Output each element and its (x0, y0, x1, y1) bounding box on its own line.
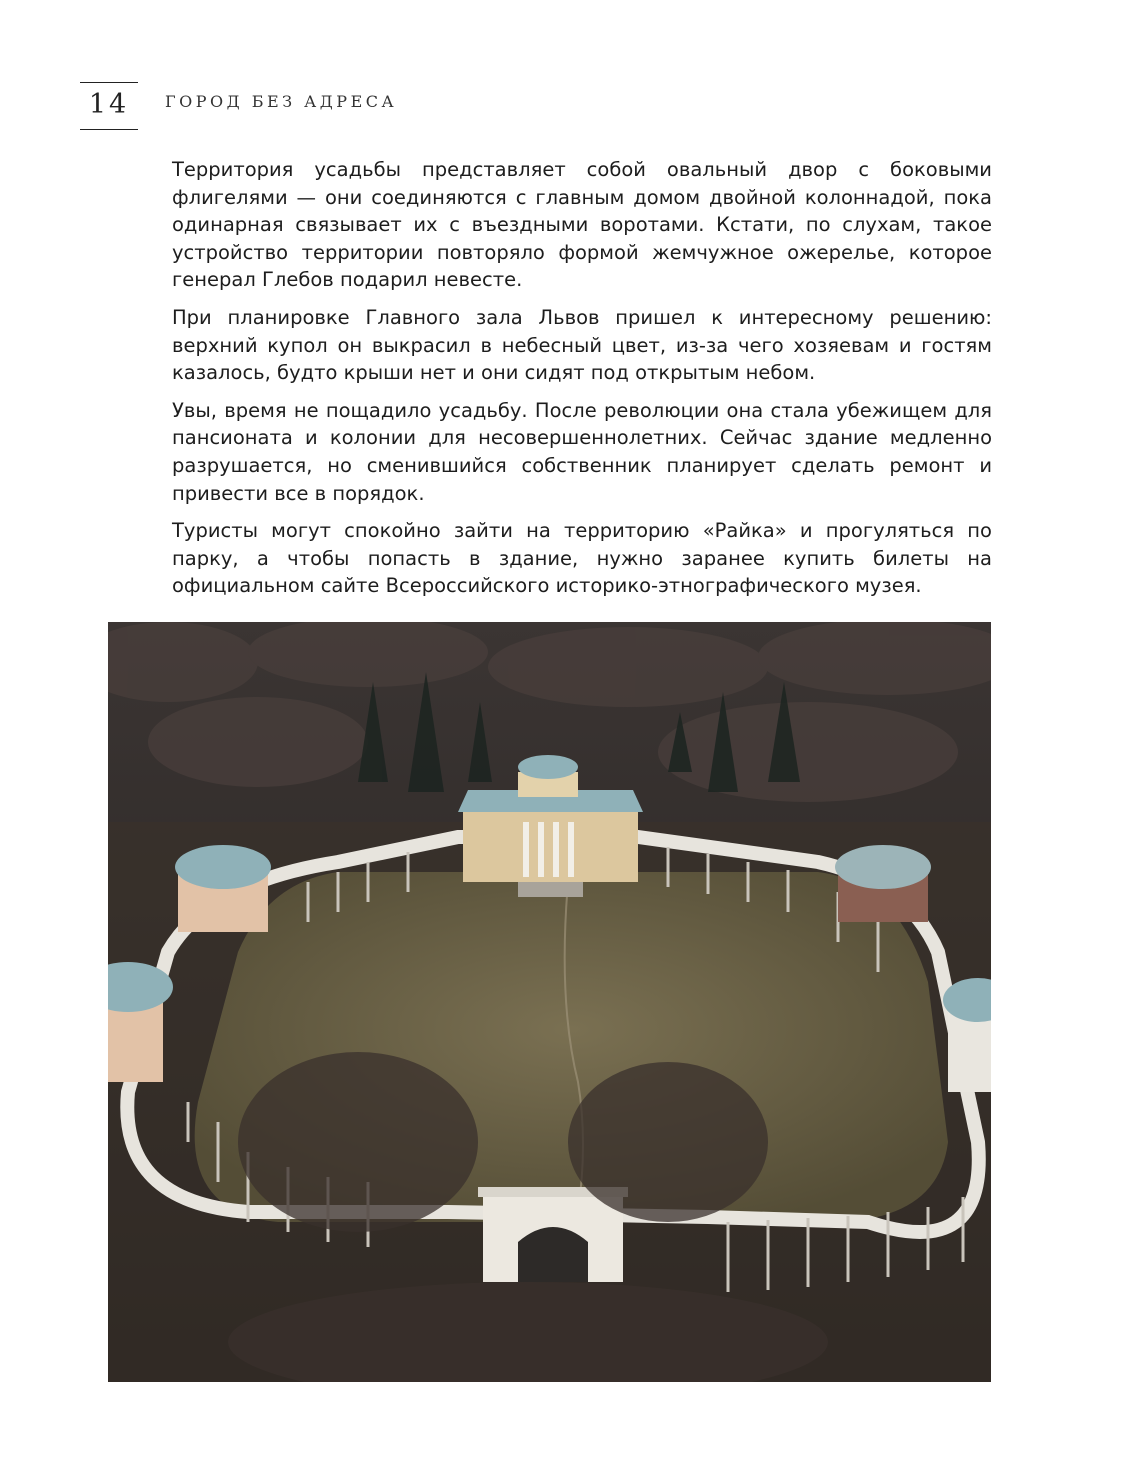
estate-aerial-photo (108, 622, 991, 1382)
body-text (172, 156, 992, 610)
paragraph-3: Увы, время не пощадило усадьбу. После революции она стала убежищем для пансионата и колонии для несовершеннолетних. Сейчас здание медленно разрушается, но сменившийся собственник планирует сделать ремонт и привести все в порядок. (172, 398, 992, 505)
paragraph-2: При планировке Главного зала Львов пришел к интересному решению: верхний купол он выкрасил в небесный цвет, из-за чего хозяевам и гостям казалось, будто крыши нет и они сидят под открытым небом. (172, 305, 992, 385)
right-pavilion (835, 845, 931, 922)
far-right-pavilion (943, 978, 991, 1092)
left-pavilion (175, 845, 271, 932)
page-number: 14 (80, 82, 138, 130)
paragraph-4: Туристы могут спокойно зайти на территорию «Райка» и прогуляться по парку, а чтобы попасть в здание, нужно заранее купить билеты на официальном сайте Всероссийского историко-этнографического музея. (172, 519, 992, 598)
paragraph-1: Территория усадьбы представляет собой овальный двор с боковыми флигелями — они соединяются с главным домом двойной колоннадой, пока одинарная связывает их с въездными воротами. Кстати, по слухам, такое устройство территории повторяло формой жемчужное ожерелье, которое генерал Глебов подарил невесте. (172, 158, 992, 292)
running-title: ГОРОД БЕЗ АДРЕСА (165, 92, 398, 111)
